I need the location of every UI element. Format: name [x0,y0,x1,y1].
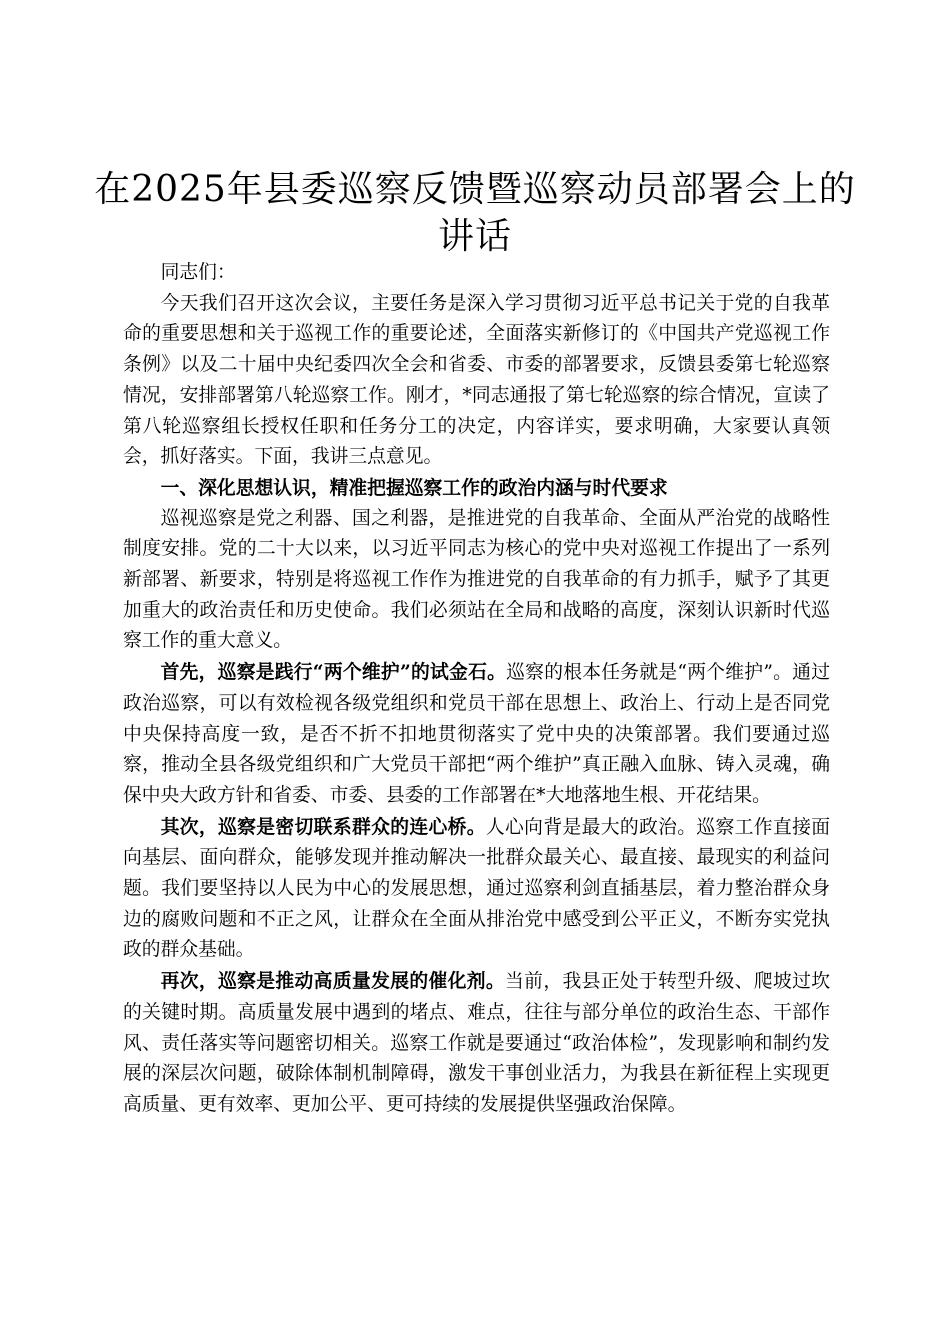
section1-intro-paragraph: 巡视巡察是党之利器、国之利器，是推进党的自我革命、全面从严治党的战略性制度安排。党的二十大以来，以习近平同志为核心的党中央对巡视工作提出了一系列新部署、新要求，特别是将巡视工作作为推进党的自我革命的有力抓手，赋予了其更加重大的政治责任和历史使命。我们必须站在全局和战略的高度，深刻认识新时代巡察工作的重大意义。 [123,507,830,652]
point-paragraph-3 [123,966,830,1121]
document-body [123,258,830,1121]
point-lead-2: 其次，巡察是密切联系群众的连心桥。 [160,815,486,838]
point-text-3: 当前，我县正处于转型升级、爬坡过坎的关键时期。高质量发展中遇到的堵点、难点，往往与部分单位的政治生态、干部作风、责任落实等问题密切相关。巡察工作就是要通过“政治体检”，发现影响和制约发展的深层次问题，破除体制机制障碍，激发干事创业活力，为我县在新征程上实现更高质量、更有效率、更加公平、更可持续的发展提供坚强政治保障。 [123,971,831,1115]
salutation: 同志们： [160,262,236,283]
intro-paragraph: 今天我们召开这次会议，主要任务是深入学习贯彻习近平总书记关于党的自我革命的重要思想和关于巡视工作的重要论述，全面落实新修订的《中国共产党巡视工作条例》以及二十届中央纪委四次全会和省委、市委的部署要求，反馈县委第七轮巡察情况，安排部署第八轮巡察工作。刚才，*同志通报了第七轮巡察的综合情况，宣读了第八轮巡察组长授权任职和任务分工的决定，内容详实，要求明确，大家要认真领会，抓好落实。下面，我讲三点意见。 [123,292,830,468]
section-heading-1: 一、深化思想认识，精准把握巡察工作的政治内涵与时代要求 [160,476,668,499]
document-title: 在2025年县委巡察反馈暨巡察动员部署会上的讲话 [94,169,856,257]
point-text-2: 人心向背是最大的政治。巡察工作直接面向基层、面向群众，能够发现并推动解决一批群众最关心、最直接、最现实的利益问题。我们要坚持以人民为中心的发展思想，通过巡察利剑直插基层，着力整治群众身边的腐败问题和不正之风，让群众在全面从排治党中感受到公平正义，不断夯实党执政的群众基础。 [123,816,830,961]
point-text-1: 巡察的根本任务就是“两个维护”。通过政治巡察，可以有效检视各级党组织和党员干部在思想上、政治上、行动上是否同党中央保持高度一致，是否不折不扣地贯彻落实了党中央的决策部署。我们要通过巡察，推动全县各级党组织和广大党员干部把“两个维护”真正融入血脉、铸入灵魂，确保中央大政方针和省委、市委、县委的工作部署在*大地落地生根、开花结果。 [123,662,831,806]
point-lead-3: 再次，巡察是推动高质量发展的催化剂。 [160,970,506,993]
point-lead-1: 首先，巡察是践行“两个维护”的试金石。 [160,661,507,684]
point-paragraph-2 [123,812,830,967]
point-paragraph-1 [123,657,830,812]
